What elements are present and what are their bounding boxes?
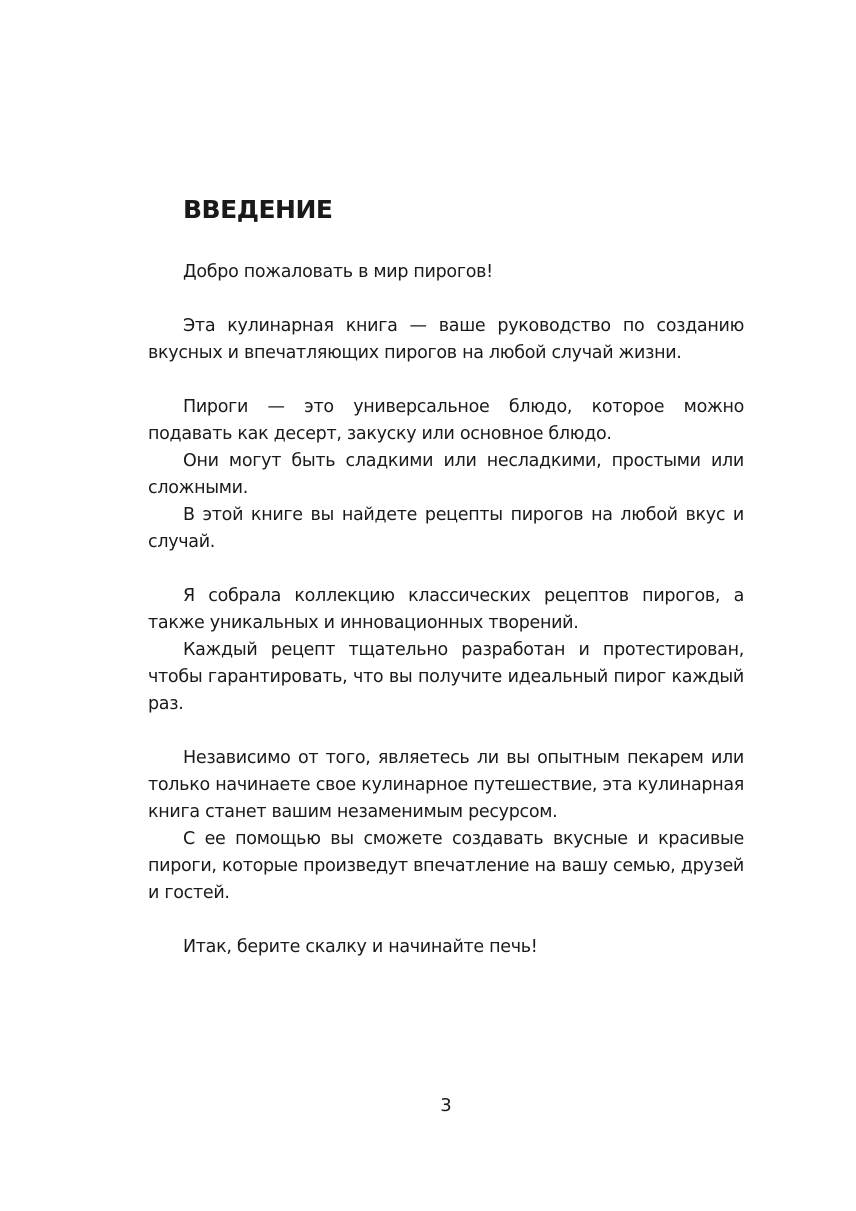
paragraph-welcome: Добро пожаловать в мир пирогов! — [183, 262, 493, 282]
chapter-body — [148, 259, 744, 961]
paragraph-recipes-any-taste: В этой книге вы найдете рецепты пирогов на любой вкус и случай. — [148, 505, 744, 552]
paragraph-gap — [148, 718, 744, 745]
paragraph-guide: Эта кулинарная книга — ваше руководство по созданию вкусных и впечатляющих пирогов на любой случай жизни. — [148, 316, 744, 363]
book-page — [148, 0, 744, 1211]
paragraph-gap — [148, 286, 744, 313]
paragraph-impress: С ее помощью вы сможете создавать вкусные и красивые пироги, которые произведут впечатление на вашу семью, друзей и гостей. — [148, 829, 744, 903]
chapter-heading: ВВЕДЕНИЕ — [183, 195, 333, 224]
paragraph-closing: Итак, берите скалку и начинайте печь! — [183, 937, 538, 957]
paragraph-universal-dish: Пироги — это универсальное блюдо, которое можно подавать как десерт, закуску или основное блюдо. — [148, 397, 744, 444]
paragraph-gap — [148, 907, 744, 934]
page-number: 3 — [440, 1095, 452, 1116]
paragraph-gap — [148, 556, 744, 583]
paragraph-gap — [148, 367, 744, 394]
paragraph-collection: Я собрала коллекцию классических рецептов пирогов, а также уникальных и инновационных творений. — [148, 586, 744, 633]
paragraph-resource: Независимо от того, являетесь ли вы опытным пекарем или только начинаете свое кулинарное путешествие, эта кулинарная книга станет вашим незаменимым ресурсом. — [148, 748, 744, 822]
paragraph-tested: Каждый рецепт тщательно разработан и протестирован, чтобы гарантировать, что вы получите идеальный пирог каждый раз. — [148, 640, 744, 714]
paragraph-sweet-savory: Они могут быть сладкими или несладкими, простыми или сложными. — [148, 451, 744, 498]
